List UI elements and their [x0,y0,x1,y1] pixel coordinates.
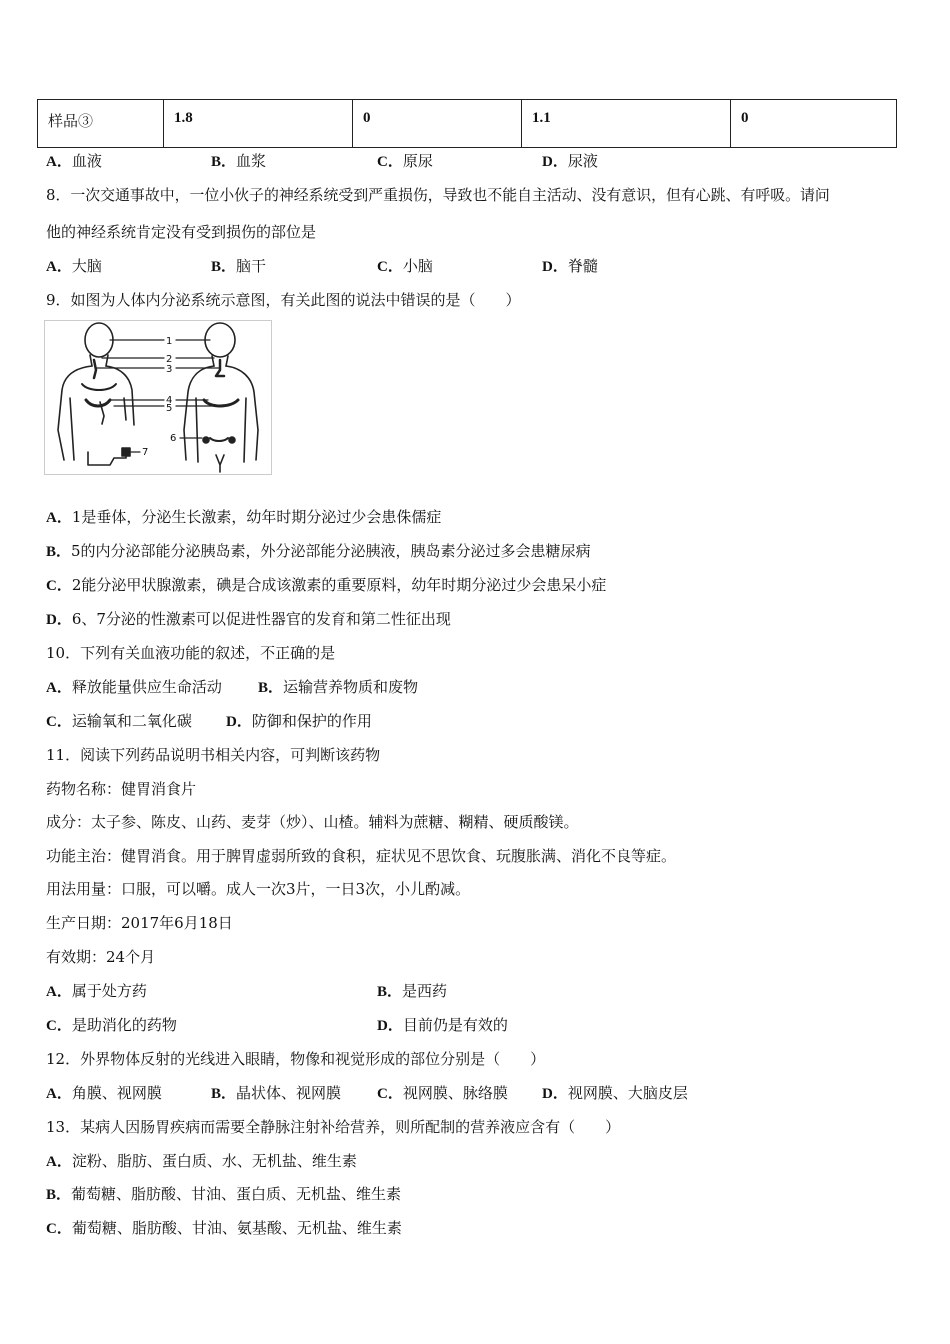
q11-option-c[interactable]: C．是助消化的药物 [46,1016,177,1034]
q11-stem: 11．阅读下列药品说明书相关内容，可判断该药物 [46,746,381,764]
q8-stem-line2: 他的神经系统肯定没有受到损伤的部位是 [46,223,317,241]
q11-info-function: 功能主治：健胃消食。用于脾胃虚弱所致的食积，症状见不思饮食、玩腹胀满、消化不良等症。 [46,847,677,865]
figure-label: 5 [166,403,173,414]
q11-option-b[interactable]: B．是西药 [377,982,448,1000]
q8-option-b[interactable]: B．脑干 [211,257,267,275]
q11-info-name: 药物名称：健胃消食片 [46,780,197,798]
table-cell: 1.8 [164,100,353,148]
table-row [38,100,897,148]
q10-option-b[interactable]: B．运输营养物质和废物 [258,678,419,696]
q7-option-d[interactable]: D．尿液 [542,152,598,170]
q10-option-a[interactable]: A．释放能量供应生命活动 [46,678,222,696]
q12-option-d[interactable]: D．视网膜、大脑皮层 [542,1084,688,1102]
q7-option-b[interactable]: B．血浆 [211,152,267,170]
q8-option-c[interactable]: C．小脑 [377,257,433,275]
q13-option-b[interactable]: B．葡萄糖、脂肪酸、甘油、蛋白质、无机盐、维生素 [46,1185,402,1203]
q11-option-d[interactable]: D．目前仍是有效的 [377,1016,508,1034]
figure-label: 6 [170,433,177,444]
q10-option-d[interactable]: D．防御和保护的作用 [226,712,372,730]
q7-option-c[interactable]: C．原尿 [377,152,433,170]
table-cell: 1.1 [522,100,731,148]
q12-option-c[interactable]: C．视网膜、脉络膜 [377,1084,508,1102]
q8-option-d[interactable]: D．脊髓 [542,257,598,275]
q11-info-date: 生产日期：2017年6月18日 [46,914,233,932]
table-cell: 0 [353,100,522,148]
q12-option-b[interactable]: B．晶状体、视网膜 [211,1084,342,1102]
figure-label: 4 [166,395,173,406]
q11-info-validity: 有效期：24个月 [46,948,156,966]
q7-option-a[interactable]: A．血液 [46,152,102,170]
figure-label: 2 [166,354,173,365]
q9-option-b[interactable]: B．5的内分泌部能分泌胰岛素，外分泌部能分泌胰液，胰岛素分泌过多会患糖尿病 [46,542,591,560]
figure-label: 3 [166,364,173,375]
q9-option-d[interactable]: D．6、7分泌的性激素可以促进性器官的发育和第二性征出现 [46,610,451,628]
table-cell-label: 样品③ [38,100,164,148]
q13-option-c[interactable]: C．葡萄糖、脂肪酸、甘油、氨基酸、无机盐、维生素 [46,1219,402,1237]
q8-option-a[interactable]: A．大脑 [46,257,102,275]
endocrine-system-figure [44,320,272,475]
figure-label: 1 [166,336,173,347]
q9-option-a[interactable]: A．1是垂体，分泌生长激素，幼年时期分泌过少会患侏儒症 [46,508,442,526]
table-cell: 0 [731,100,897,148]
q10-stem: 10．下列有关血液功能的叙述，不正确的是 [46,644,336,662]
figure-label: 7 [142,447,149,458]
q11-info-usage: 用法用量：口服，可以嚼。成人一次3片，一日3次，小儿酌减。 [46,880,471,898]
q11-option-a[interactable]: A．属于处方药 [46,982,147,1000]
q8-stem-line1: 8．一次交通事故中，一位小伙子的神经系统受到严重损伤，导致也不能自主活动、没有意识，但有心跳、有呼吸。请问 [46,186,830,204]
q11-info-ingredients: 成分：太子参、陈皮、山药、麦芽（炒）、山楂。辅料为蔗糖、糊精、硬质酸镁。 [46,813,579,831]
q9-stem: 9．如图为人体内分泌系统示意图，有关此图的说法中错误的是（ ） [46,291,521,309]
q9-option-c[interactable]: C．2能分泌甲状腺激素，碘是合成该激素的重要原料，幼年时期分泌过少会患呆小症 [46,576,607,594]
q13-stem: 13．某病人因肠胃疾病而需要全静脉注射补给营养，则所配制的营养液应含有（ ） [46,1118,621,1136]
sample-table [37,99,897,148]
q13-option-a[interactable]: A．淀粉、脂肪、蛋白质、水、无机盐、维生素 [46,1152,357,1170]
q10-option-c[interactable]: C．运输氧和二氧化碳 [46,712,192,730]
q12-option-a[interactable]: A．角膜、视网膜 [46,1084,162,1102]
q12-stem: 12．外界物体反射的光线进入眼睛，物像和视觉形成的部位分别是（ ） [46,1050,546,1068]
